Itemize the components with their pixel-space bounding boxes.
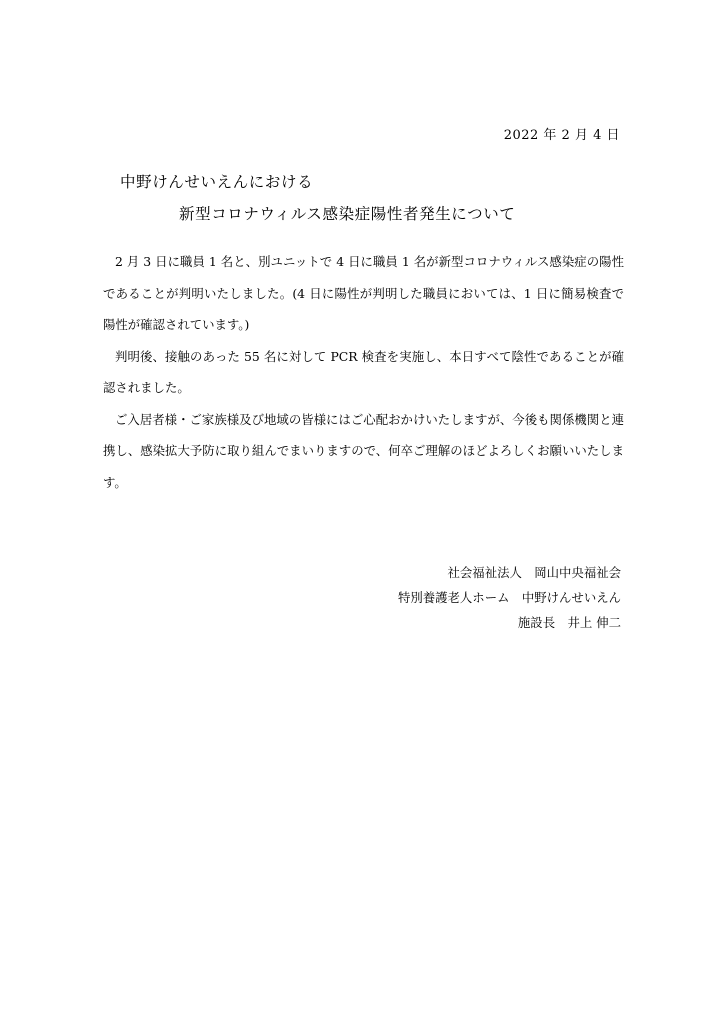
signature-block	[398, 560, 621, 635]
document-body	[103, 246, 624, 498]
signature-facility: 特別養護老人ホーム 中野けんせいえん	[397, 590, 621, 605]
paragraph-3: ご入居者様・ご家族様及び地域の皆様にはご心配おかけいたしますが、今後も関係機関と連携し、感染拡大予防に取り組んでまいりますので、何卒ご理解のほどよろしくお願いいたします。	[103, 411, 624, 490]
signature-director: 施設長 井上 伸二	[517, 615, 621, 630]
paragraph-2: 判明後、接触のあった 55 名に対して PCR 検査を実施し、本日すべて陰性であることが確認されました。	[103, 348, 624, 395]
paragraph-1: 2 月 3 日に職員 1 名と、別ユニットで 4 日に職員 1 名が新型コロナウィルス感染症の陽性であることが判明いたしました。(4 日に陽性が判明した職員においては、1 日に簡易検査で陽性が確認されています。)	[103, 254, 624, 332]
title-line-2: 新型コロナウィルス感染症陽性者発生について	[179, 205, 516, 223]
document-date: 2022 年 2 月 4 日	[503, 128, 620, 143]
signature-org: 社会福祉法人 岡山中央福祉会	[447, 565, 621, 580]
title-line-1: 中野けんせいえんにおける	[120, 173, 314, 191]
